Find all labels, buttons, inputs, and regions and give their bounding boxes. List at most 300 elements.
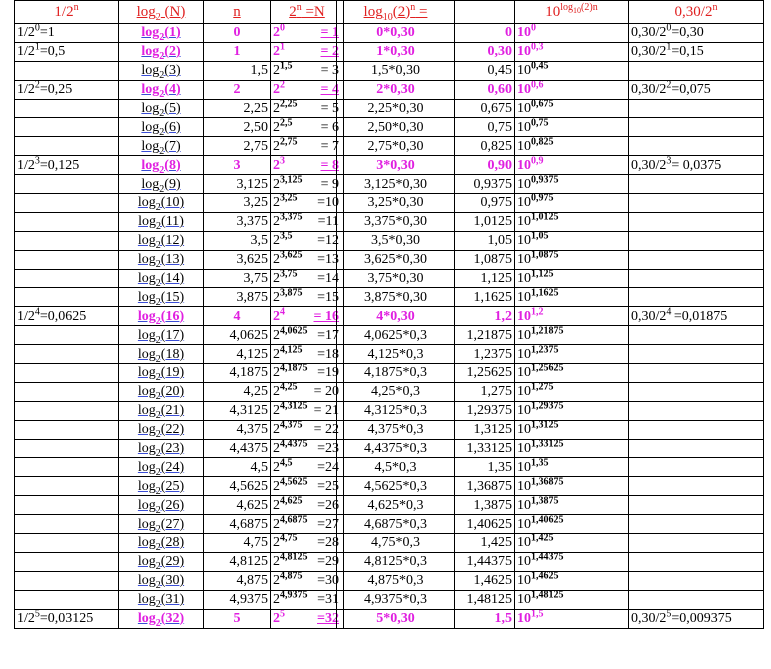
result-cell: [629, 212, 764, 231]
table-row: [15, 496, 344, 515]
log-text: log: [137, 459, 156, 475]
table-row: [337, 80, 764, 99]
log-text: log: [137, 422, 156, 438]
result-cell: [629, 288, 764, 307]
log2-label: $\log_2(12)$: [137, 233, 185, 251]
ten-exponent: 1,275: [531, 382, 554, 393]
ten-base: 10: [517, 195, 531, 211]
ten-base: 10: [517, 271, 531, 287]
power-exponent: 0: [280, 23, 285, 34]
header-value: [455, 1, 515, 24]
log-argument: 11: [165, 214, 180, 230]
fraction-cell: [15, 231, 119, 250]
table-row: [337, 326, 764, 345]
power-base: 2: [273, 441, 280, 457]
ten-exponent: 1,0125: [531, 212, 559, 223]
table-row: [337, 382, 764, 401]
log-text: log: [137, 516, 156, 532]
table-row: [337, 212, 764, 231]
log2-cell: [119, 231, 204, 250]
log2-cell: [119, 288, 204, 307]
power-base: 2: [273, 459, 280, 475]
log-text: log: [141, 101, 160, 116]
power-cell: [271, 250, 344, 269]
log10-expression: 4,9375*0,3: [337, 590, 455, 609]
log-argument: 24: [165, 459, 180, 475]
log-text: log: [137, 271, 156, 287]
n-cell: 4,8125: [204, 552, 271, 571]
log2-label: $\log_2(10)$: [137, 195, 185, 213]
result-exponent: 1: [666, 42, 672, 53]
table-row: [15, 99, 344, 118]
table-row: [337, 118, 764, 137]
result-cell: [629, 269, 764, 288]
log-argument: 19: [165, 365, 180, 381]
table-row: [337, 571, 764, 590]
power-equals: =19: [317, 365, 339, 381]
power-exponent: 5: [280, 609, 285, 620]
power-base: 2: [273, 233, 280, 249]
result-base: 0,30/2: [631, 25, 667, 41]
log-argument: 2: [168, 44, 176, 60]
table-row: [337, 99, 764, 118]
power-cell: [271, 364, 344, 383]
header-log2: $\log_2 (N)$: [119, 1, 204, 24]
log2-cell: [119, 477, 204, 496]
table-row: [15, 515, 344, 534]
log2-label: $\log_2(29)$: [137, 554, 185, 572]
power-cell: [271, 42, 344, 61]
log2-cell: [119, 194, 204, 213]
log2-cell: [119, 382, 204, 401]
log-argument: 4: [168, 82, 176, 98]
power-term: [273, 251, 303, 268]
ten-exponent: 1,1625: [531, 287, 559, 299]
log10-value: 1,4625: [455, 571, 515, 590]
power-term: [273, 289, 303, 306]
ten-power-cell: [515, 382, 629, 401]
log10-value: 1,36875: [455, 477, 515, 496]
power-term: [273, 402, 308, 419]
result-exponent: 4: [666, 306, 674, 318]
ten-base: 10: [517, 573, 531, 589]
result-cell: [629, 307, 764, 326]
log10-expression: 4,5*0,3: [337, 458, 455, 477]
log2-label: $\log_2(4)$: [141, 82, 181, 100]
table-row: [337, 609, 764, 628]
power-base: 2: [273, 138, 280, 154]
log-base: 2: [159, 126, 165, 137]
log10-value: 0,45: [455, 61, 515, 80]
log10-value: 0,975: [455, 194, 515, 213]
fraction-base: 1/2: [17, 157, 35, 173]
result-value: = 0,0375: [671, 157, 722, 173]
log-argument: 10: [165, 195, 180, 211]
table-row: [15, 477, 344, 496]
fraction-value: =0,03125: [39, 611, 94, 627]
fraction-cell: [15, 477, 119, 496]
log-base: 2: [155, 542, 161, 553]
log-base: 2: [155, 428, 161, 440]
ten-base: 10: [517, 157, 531, 173]
log10-expression: 0*0,30: [337, 24, 455, 43]
fraction-cell: [15, 99, 119, 118]
power-equals: =32: [317, 611, 339, 627]
power-equals: =29: [317, 554, 339, 570]
log10-expression: 3,625*0,30: [337, 250, 455, 269]
fraction-cell: [15, 175, 119, 194]
log-argument: 25: [165, 478, 180, 494]
power-term: [273, 440, 308, 457]
power-equals: =13: [317, 252, 339, 268]
table-row: [15, 194, 344, 213]
power-equals: =14: [317, 271, 339, 287]
ten-power-cell: [515, 80, 629, 99]
table-row: [337, 534, 764, 553]
ten-power-cell: [515, 156, 629, 175]
log2-label: $\log_2(19)$: [137, 365, 185, 383]
ten-power-cell: [515, 99, 629, 118]
power-cell: [271, 118, 344, 137]
log2-label: $\log_2(24)$: [137, 459, 185, 477]
log-base: 2: [159, 88, 165, 100]
result-cell: [629, 534, 764, 553]
log2-label: $\log_2(32)$: [137, 611, 185, 628]
fraction-cell: [15, 439, 119, 458]
power-exponent: 1,5: [280, 61, 293, 72]
log-base: 2: [155, 447, 161, 458]
ten-power-cell: [515, 590, 629, 609]
table-row: [337, 288, 764, 307]
log2-label: $\log_2(25)$: [137, 478, 185, 496]
log10-expression: 1*0,30: [337, 42, 455, 61]
result-exponent: 2: [666, 80, 672, 91]
table-row: [337, 42, 764, 61]
result-cell: [629, 496, 764, 515]
fraction-cell: [15, 42, 119, 61]
power-base: 2: [273, 327, 280, 343]
ten-power-cell: [515, 250, 629, 269]
log-argument: 32: [165, 611, 180, 627]
n-cell: 4,5: [204, 458, 271, 477]
power-term: [273, 157, 285, 174]
log2-label: $\log_2(30)$: [137, 573, 185, 591]
power-exponent: 4,3125: [280, 401, 308, 412]
log10-value: 1,33125: [455, 439, 515, 458]
log-base: 2: [155, 504, 161, 515]
ten-power-cell: [515, 345, 629, 364]
power-term: [273, 119, 293, 136]
power-equals: =31: [317, 592, 339, 608]
fraction-exponent: 3: [34, 155, 40, 167]
power-equals: =17: [317, 327, 339, 343]
log-argument: 13: [165, 252, 180, 268]
power-base: 2: [273, 535, 280, 551]
power-term: [273, 534, 298, 551]
power-term: [273, 346, 303, 363]
log10-expression: 4,6875*0,3: [337, 515, 455, 534]
n-cell: 4,0625: [204, 326, 271, 345]
power-term: [273, 478, 308, 495]
log10-value: 1,35: [455, 458, 515, 477]
powers-of-two-table: [14, 0, 344, 629]
log-base: 2: [155, 296, 161, 307]
ten-exponent: 1,0875: [531, 250, 559, 261]
power-cell: [271, 439, 344, 458]
result-exponent: 0: [666, 23, 672, 34]
power-equals: =11: [317, 214, 339, 230]
log-text: log: [141, 138, 160, 154]
fraction-cell: [15, 590, 119, 609]
log-base: 2: [155, 466, 161, 477]
log10-value: 1,48125: [455, 590, 515, 609]
fraction-value: =1: [39, 25, 55, 41]
log-text: log: [141, 44, 160, 60]
power-cell: [271, 609, 344, 628]
power-cell: [271, 175, 344, 194]
result-base: 0,30/2: [631, 308, 667, 324]
fraction-cell: [15, 80, 119, 99]
ten-power-cell: [515, 496, 629, 515]
ten-base: 10: [517, 101, 531, 116]
log10-expression: 2,25*0,30: [337, 99, 455, 118]
table-row: [15, 382, 344, 401]
result-cell: [629, 24, 764, 43]
power-equals: = 2: [320, 44, 339, 60]
log2-label: $\log_2(22)$: [137, 422, 185, 440]
ten-power-cell: [515, 401, 629, 420]
n-cell: 2,75: [204, 137, 271, 156]
table-row: [15, 458, 344, 477]
ten-exponent: 1,36875: [531, 476, 564, 488]
power-equals: = 4: [320, 82, 339, 98]
ten-power-cell: [515, 534, 629, 553]
ten-base: 10: [517, 554, 531, 570]
fraction-cell: [15, 307, 119, 326]
power-exponent: 2,75: [280, 136, 298, 148]
power-exponent: 4,4375: [280, 439, 308, 450]
power-cell: [271, 288, 344, 307]
result-base: 0,30/2: [631, 82, 667, 98]
fraction-cell: [15, 118, 119, 137]
table-row: [337, 458, 764, 477]
power-equals: = 3: [320, 63, 339, 79]
power-cell: [271, 515, 344, 534]
ten-base: 10: [517, 403, 531, 419]
ten-base: 10: [517, 459, 531, 475]
log-text: log: [137, 441, 156, 457]
ten-base: 10: [517, 138, 531, 154]
power-equals: =10: [317, 195, 339, 211]
log-argument: 27: [165, 516, 180, 532]
ten-base: 10: [517, 535, 531, 551]
n-cell: 3,75: [204, 269, 271, 288]
log2-cell: [119, 420, 204, 439]
log10-value: 1,05: [455, 231, 515, 250]
log10-value: 1,44375: [455, 552, 515, 571]
ten-exponent: 1,2: [531, 306, 544, 318]
table-row: [15, 307, 344, 326]
header-ten-power: $10^{log_{10}(2)n}$: [515, 1, 629, 24]
log-base: 2: [159, 164, 165, 175]
ten-exponent: 1,05: [531, 231, 549, 242]
power-base: 2: [273, 422, 280, 438]
power-exponent: 4,9375: [280, 590, 308, 601]
log2-cell: [119, 552, 204, 571]
power-base: 2: [273, 119, 280, 135]
log10-value: 1,2: [455, 307, 515, 326]
result-cell: [629, 99, 764, 118]
log-argument: 7: [168, 138, 176, 154]
log-text: log: [141, 63, 160, 79]
n-cell: 4,9375: [204, 590, 271, 609]
power-base: 2: [273, 289, 280, 305]
power-term: [273, 213, 303, 230]
table-row: [15, 401, 344, 420]
result-cell: [629, 382, 764, 401]
table-row: [337, 552, 764, 571]
n-cell: 4,3125: [204, 401, 271, 420]
result-value: =0,30: [671, 25, 704, 41]
power-equals: =26: [317, 497, 339, 513]
power-exponent: 4,5625: [280, 476, 308, 488]
power-equals: = 16: [313, 308, 339, 324]
power-term: [273, 459, 293, 476]
log10-value: 0,9375: [455, 175, 515, 194]
power-exponent: 3: [280, 155, 285, 167]
n-cell: 4,75: [204, 534, 271, 553]
table-row: [15, 156, 344, 175]
log-argument: 31: [165, 592, 180, 608]
power-exponent: 1: [280, 42, 285, 53]
n-cell: 3: [204, 156, 271, 175]
table-row: [15, 24, 344, 43]
n-cell: 3,25: [204, 194, 271, 213]
log-text: log: [137, 346, 156, 362]
log10-expression: 1,5*0,30: [337, 61, 455, 80]
power-term: [273, 100, 298, 117]
log2-cell: [119, 137, 204, 156]
log2-cell: [119, 345, 204, 364]
log-argument: 21: [165, 403, 180, 419]
result-cell: [629, 345, 764, 364]
power-exponent: 4,0625: [280, 325, 308, 337]
log10-expression: 2,75*0,30: [337, 137, 455, 156]
n-cell: 4,875: [204, 571, 271, 590]
fraction-exponent: 5: [34, 609, 40, 620]
fraction-cell: [15, 515, 119, 534]
log10-value: 0,90: [455, 156, 515, 175]
power-base: 2: [273, 384, 280, 400]
log-argument: 5: [168, 101, 176, 116]
table-row: [337, 477, 764, 496]
fraction-cell: [15, 24, 119, 43]
ten-base: 10: [517, 365, 531, 381]
power-exponent: 4,375: [280, 420, 303, 431]
fraction-cell: [15, 458, 119, 477]
table-row: [15, 269, 344, 288]
log-text: log: [141, 119, 160, 135]
ten-exponent: 1,40625: [531, 514, 564, 525]
power-exponent: 4,625: [280, 495, 303, 507]
table-row: [15, 439, 344, 458]
ten-exponent: 1,3125: [531, 420, 559, 431]
log-base: 2: [155, 258, 161, 270]
n-cell: 4,125: [204, 345, 271, 364]
table-row: [337, 439, 764, 458]
log10-expression: 2,50*0,30: [337, 118, 455, 137]
power-base: 2: [273, 82, 280, 98]
log10-expression: 3,875*0,30: [337, 288, 455, 307]
ten-power-cell: [515, 307, 629, 326]
log2-label: $\log_2(27)$: [137, 516, 185, 534]
ten-power-cell: [515, 609, 629, 628]
result-cell: [629, 231, 764, 250]
fraction-cell: [15, 571, 119, 590]
log2-cell: [119, 609, 204, 628]
log2-cell: [119, 42, 204, 61]
log2-label: $\log_2(1)$: [141, 25, 181, 43]
power-cell: [271, 99, 344, 118]
power-base: 2: [273, 403, 280, 419]
power-exponent: 4,1875: [280, 363, 308, 374]
fraction-cell: [15, 194, 119, 213]
power-base: 2: [273, 176, 280, 192]
header-power: $2^n =N$: [271, 1, 344, 24]
table-row: [15, 609, 344, 628]
power-equals: = 20: [313, 384, 339, 400]
log-text: log: [137, 573, 156, 589]
log-text: log: [137, 327, 156, 343]
table-row: [337, 175, 764, 194]
fraction-cell: [15, 326, 119, 345]
ten-power-cell: [515, 175, 629, 194]
result-cell: [629, 552, 764, 571]
ten-exponent: 1,35: [531, 457, 549, 469]
log2-cell: [119, 515, 204, 534]
ten-exponent: 0,3: [531, 42, 544, 53]
power-exponent: 4,25: [280, 382, 298, 393]
power-equals: =12: [317, 233, 339, 249]
power-base: 2: [273, 101, 280, 116]
power-base: 2: [273, 214, 280, 230]
ten-power-cell: [515, 24, 629, 43]
power-exponent: 2: [280, 80, 285, 91]
log2-cell: [119, 24, 204, 43]
log-base: 2: [155, 391, 161, 402]
result-cell: [629, 590, 764, 609]
power-exponent: 2,25: [280, 99, 298, 110]
log-base: 2: [155, 617, 161, 628]
power-base: 2: [273, 516, 280, 532]
log-text: log: [137, 195, 156, 211]
log-text: log: [137, 478, 156, 494]
fraction-cell: [15, 420, 119, 439]
power-base: 2: [273, 611, 280, 627]
result-cell: [629, 137, 764, 156]
n-cell: 3,125: [204, 175, 271, 194]
power-base: 2: [273, 157, 280, 173]
power-exponent: 3,375: [280, 212, 303, 223]
log2-cell: [119, 439, 204, 458]
power-equals: =27: [317, 516, 339, 532]
table-row: [15, 175, 344, 194]
table-row: [337, 496, 764, 515]
table-row: [15, 288, 344, 307]
result-exponent: 3: [666, 155, 672, 167]
power-equals: =25: [317, 478, 339, 494]
ten-power-cell: [515, 137, 629, 156]
